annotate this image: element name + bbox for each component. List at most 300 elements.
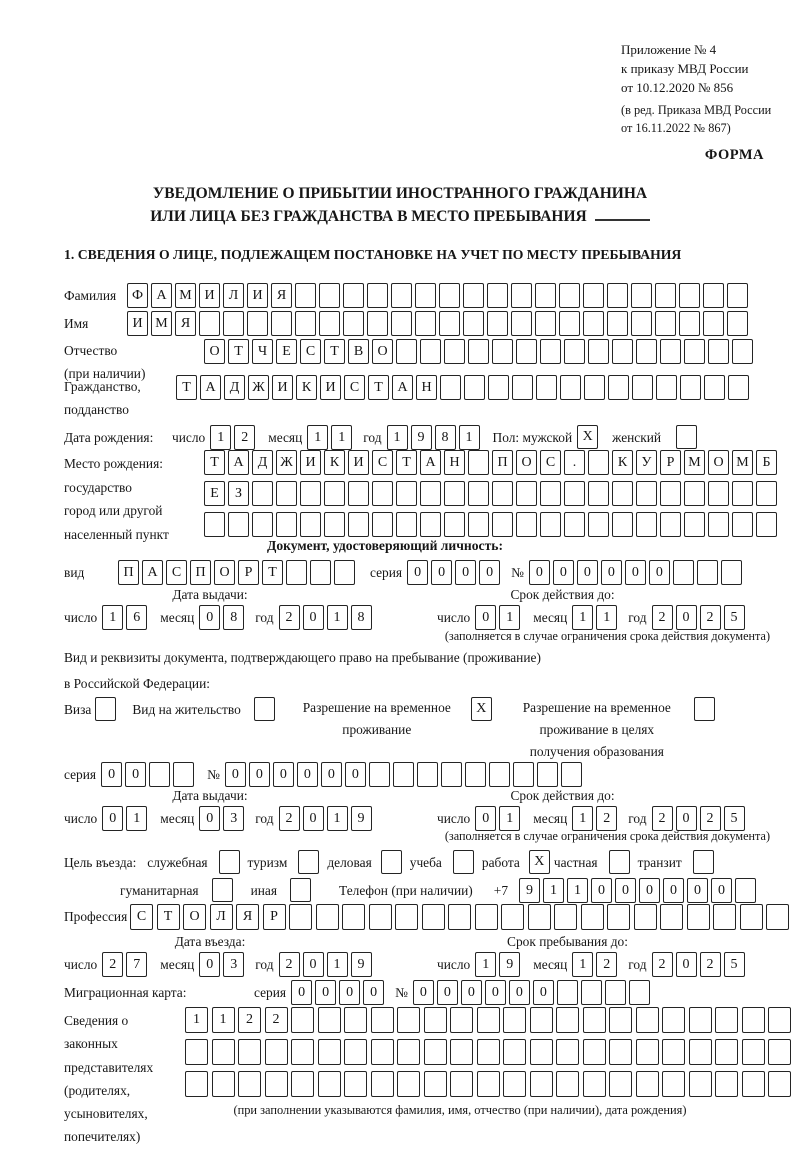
form-cell[interactable] bbox=[655, 283, 676, 308]
form-cell[interactable] bbox=[289, 904, 312, 930]
form-cell[interactable] bbox=[450, 1007, 473, 1033]
form-cell[interactable]: 9 bbox=[519, 878, 540, 903]
form-cell[interactable] bbox=[588, 450, 609, 475]
form-cell[interactable]: 1 bbox=[387, 425, 408, 450]
residence-permit-checkbox[interactable] bbox=[254, 697, 275, 721]
form-cell[interactable] bbox=[511, 283, 532, 308]
form-cell[interactable]: П bbox=[492, 450, 513, 475]
form-cell[interactable]: 1 bbox=[572, 952, 593, 977]
form-cell[interactable] bbox=[501, 904, 524, 930]
form-cell[interactable]: 0 bbox=[199, 605, 220, 630]
form-cell[interactable] bbox=[689, 1039, 712, 1065]
form-cell[interactable] bbox=[463, 311, 484, 336]
form-cell[interactable]: 0 bbox=[249, 762, 270, 787]
form-cell[interactable]: 0 bbox=[345, 762, 366, 787]
form-cell[interactable] bbox=[265, 1071, 288, 1097]
form-cell[interactable] bbox=[420, 512, 441, 537]
form-cell[interactable]: Т bbox=[157, 904, 180, 930]
form-cell[interactable] bbox=[530, 1071, 553, 1097]
form-cell[interactable] bbox=[556, 1039, 579, 1065]
form-cell[interactable]: 0 bbox=[461, 980, 482, 1005]
form-cell[interactable] bbox=[372, 512, 393, 537]
form-cell[interactable] bbox=[444, 481, 465, 506]
form-cell[interactable]: 3 bbox=[223, 806, 244, 831]
form-cell[interactable] bbox=[173, 762, 194, 787]
form-cell[interactable] bbox=[684, 512, 705, 537]
form-cell[interactable] bbox=[511, 311, 532, 336]
form-cell[interactable]: 0 bbox=[125, 762, 146, 787]
form-cell[interactable]: 0 bbox=[687, 878, 708, 903]
form-cell[interactable]: 8 bbox=[351, 605, 372, 630]
form-cell[interactable]: 0 bbox=[676, 605, 697, 630]
form-cell[interactable] bbox=[185, 1039, 208, 1065]
form-cell[interactable] bbox=[223, 311, 244, 336]
form-cell[interactable] bbox=[396, 512, 417, 537]
form-cell[interactable] bbox=[295, 311, 316, 336]
form-cell[interactable] bbox=[584, 375, 605, 400]
form-cell[interactable] bbox=[465, 762, 486, 787]
form-cell[interactable]: 0 bbox=[291, 980, 312, 1005]
form-cell[interactable] bbox=[727, 311, 748, 336]
sex-female-checkbox[interactable] bbox=[676, 425, 697, 449]
form-cell[interactable]: 0 bbox=[273, 762, 294, 787]
sex-male-checkbox[interactable]: X bbox=[577, 425, 598, 449]
form-cell[interactable] bbox=[708, 512, 729, 537]
form-cell[interactable]: С bbox=[300, 339, 321, 364]
form-cell[interactable] bbox=[607, 904, 630, 930]
form-cell[interactable] bbox=[468, 512, 489, 537]
form-cell[interactable] bbox=[334, 560, 355, 585]
form-cell[interactable]: Е bbox=[204, 481, 225, 506]
form-cell[interactable]: 9 bbox=[411, 425, 432, 450]
form-cell[interactable]: Е bbox=[276, 339, 297, 364]
form-cell[interactable] bbox=[468, 450, 489, 475]
form-cell[interactable] bbox=[583, 311, 604, 336]
form-cell[interactable] bbox=[636, 1071, 659, 1097]
purpose-opt-humanitarian-checkbox[interactable] bbox=[212, 878, 233, 902]
form-cell[interactable] bbox=[475, 904, 498, 930]
form-cell[interactable]: Р bbox=[238, 560, 259, 585]
form-cell[interactable] bbox=[556, 1007, 579, 1033]
form-cell[interactable] bbox=[715, 1071, 738, 1097]
form-cell[interactable]: К bbox=[296, 375, 317, 400]
form-cell[interactable] bbox=[318, 1039, 341, 1065]
form-cell[interactable] bbox=[742, 1039, 765, 1065]
form-cell[interactable] bbox=[631, 311, 652, 336]
form-cell[interactable]: 2 bbox=[279, 605, 300, 630]
form-cell[interactable] bbox=[655, 311, 676, 336]
form-cell[interactable] bbox=[367, 283, 388, 308]
form-cell[interactable]: И bbox=[300, 450, 321, 475]
form-cell[interactable]: 1 bbox=[331, 425, 352, 450]
form-cell[interactable] bbox=[636, 339, 657, 364]
form-cell[interactable] bbox=[721, 560, 742, 585]
form-cell[interactable]: И bbox=[247, 283, 268, 308]
form-cell[interactable]: Я bbox=[236, 904, 259, 930]
form-cell[interactable] bbox=[348, 512, 369, 537]
form-cell[interactable] bbox=[540, 339, 561, 364]
form-cell[interactable]: С bbox=[372, 450, 393, 475]
form-cell[interactable] bbox=[684, 339, 705, 364]
form-cell[interactable] bbox=[608, 375, 629, 400]
form-cell[interactable] bbox=[238, 1039, 261, 1065]
form-cell[interactable] bbox=[492, 481, 513, 506]
form-cell[interactable]: 0 bbox=[711, 878, 732, 903]
form-cell[interactable]: 2 bbox=[700, 952, 721, 977]
form-cell[interactable]: 9 bbox=[351, 806, 372, 831]
form-cell[interactable]: Ф bbox=[127, 283, 148, 308]
form-cell[interactable] bbox=[708, 339, 729, 364]
form-cell[interactable]: 0 bbox=[102, 806, 123, 831]
form-cell[interactable] bbox=[715, 1007, 738, 1033]
form-cell[interactable] bbox=[344, 1007, 367, 1033]
form-cell[interactable]: 0 bbox=[303, 605, 324, 630]
form-cell[interactable]: Т bbox=[176, 375, 197, 400]
form-cell[interactable]: Л bbox=[210, 904, 233, 930]
form-cell[interactable]: Т bbox=[262, 560, 283, 585]
form-cell[interactable]: 1 bbox=[499, 605, 520, 630]
form-cell[interactable] bbox=[535, 311, 556, 336]
form-cell[interactable] bbox=[371, 1071, 394, 1097]
form-cell[interactable] bbox=[512, 375, 533, 400]
form-cell[interactable] bbox=[528, 904, 551, 930]
form-cell[interactable] bbox=[420, 339, 441, 364]
form-cell[interactable]: 1 bbox=[572, 605, 593, 630]
form-cell[interactable] bbox=[391, 283, 412, 308]
form-cell[interactable]: И bbox=[199, 283, 220, 308]
form-cell[interactable] bbox=[450, 1071, 473, 1097]
form-cell[interactable] bbox=[537, 762, 558, 787]
purpose-opt-tourism-checkbox[interactable] bbox=[298, 850, 319, 874]
form-cell[interactable]: С bbox=[130, 904, 153, 930]
form-cell[interactable]: 0 bbox=[199, 806, 220, 831]
form-cell[interactable]: 0 bbox=[601, 560, 622, 585]
form-cell[interactable] bbox=[559, 283, 580, 308]
form-cell[interactable]: Т bbox=[368, 375, 389, 400]
form-cell[interactable]: 0 bbox=[455, 560, 476, 585]
form-cell[interactable] bbox=[503, 1071, 526, 1097]
form-cell[interactable] bbox=[540, 512, 561, 537]
form-cell[interactable]: С bbox=[540, 450, 561, 475]
form-cell[interactable]: 2 bbox=[700, 806, 721, 831]
form-cell[interactable] bbox=[768, 1071, 791, 1097]
form-cell[interactable] bbox=[632, 375, 653, 400]
purpose-opt-other-checkbox[interactable] bbox=[290, 878, 311, 902]
form-cell[interactable]: 0 bbox=[431, 560, 452, 585]
form-cell[interactable] bbox=[536, 375, 557, 400]
form-cell[interactable] bbox=[554, 904, 577, 930]
form-cell[interactable] bbox=[316, 904, 339, 930]
form-cell[interactable] bbox=[673, 560, 694, 585]
form-cell[interactable] bbox=[324, 512, 345, 537]
form-cell[interactable] bbox=[300, 512, 321, 537]
form-cell[interactable] bbox=[679, 283, 700, 308]
form-cell[interactable] bbox=[503, 1039, 526, 1065]
form-cell[interactable] bbox=[450, 1039, 473, 1065]
form-cell[interactable] bbox=[286, 560, 307, 585]
form-cell[interactable] bbox=[343, 283, 364, 308]
purpose-opt-work-checkbox[interactable]: X bbox=[529, 850, 550, 874]
form-cell[interactable]: 0 bbox=[577, 560, 598, 585]
form-cell[interactable]: П bbox=[190, 560, 211, 585]
form-cell[interactable] bbox=[607, 311, 628, 336]
form-cell[interactable] bbox=[697, 560, 718, 585]
form-cell[interactable] bbox=[247, 311, 268, 336]
form-cell[interactable] bbox=[662, 1071, 685, 1097]
form-cell[interactable]: М bbox=[175, 283, 196, 308]
form-cell[interactable] bbox=[343, 311, 364, 336]
purpose-opt-official-checkbox[interactable] bbox=[219, 850, 240, 874]
form-cell[interactable] bbox=[271, 311, 292, 336]
form-cell[interactable]: О bbox=[214, 560, 235, 585]
form-cell[interactable] bbox=[605, 980, 626, 1005]
form-cell[interactable] bbox=[252, 481, 273, 506]
form-cell[interactable] bbox=[564, 512, 585, 537]
form-cell[interactable] bbox=[530, 1007, 553, 1033]
form-cell[interactable]: 1 bbox=[499, 806, 520, 831]
form-cell[interactable] bbox=[397, 1007, 420, 1033]
form-cell[interactable]: 2 bbox=[102, 952, 123, 977]
form-cell[interactable] bbox=[444, 512, 465, 537]
form-cell[interactable] bbox=[556, 1071, 579, 1097]
form-cell[interactable] bbox=[583, 1039, 606, 1065]
form-cell[interactable] bbox=[348, 481, 369, 506]
form-cell[interactable] bbox=[689, 1071, 712, 1097]
form-cell[interactable]: 0 bbox=[199, 952, 220, 977]
form-cell[interactable]: 8 bbox=[435, 425, 456, 450]
form-cell[interactable] bbox=[477, 1039, 500, 1065]
form-cell[interactable]: 0 bbox=[479, 560, 500, 585]
form-cell[interactable] bbox=[228, 512, 249, 537]
form-cell[interactable]: Я bbox=[271, 283, 292, 308]
form-cell[interactable] bbox=[344, 1039, 367, 1065]
form-cell[interactable] bbox=[396, 481, 417, 506]
form-cell[interactable]: 5 bbox=[724, 952, 745, 977]
form-cell[interactable] bbox=[732, 512, 753, 537]
form-cell[interactable] bbox=[662, 1039, 685, 1065]
form-cell[interactable] bbox=[396, 339, 417, 364]
form-cell[interactable] bbox=[636, 1007, 659, 1033]
form-cell[interactable]: 2 bbox=[596, 952, 617, 977]
form-cell[interactable]: 2 bbox=[234, 425, 255, 450]
form-cell[interactable] bbox=[703, 283, 724, 308]
form-cell[interactable]: О bbox=[708, 450, 729, 475]
form-cell[interactable]: . bbox=[564, 450, 585, 475]
purpose-opt-private-checkbox[interactable] bbox=[609, 850, 630, 874]
form-cell[interactable] bbox=[581, 904, 604, 930]
form-cell[interactable] bbox=[561, 762, 582, 787]
form-cell[interactable] bbox=[513, 762, 534, 787]
form-cell[interactable] bbox=[417, 762, 438, 787]
form-cell[interactable] bbox=[415, 311, 436, 336]
form-cell[interactable]: 1 bbox=[212, 1007, 235, 1033]
form-cell[interactable] bbox=[444, 339, 465, 364]
form-cell[interactable]: 1 bbox=[572, 806, 593, 831]
form-cell[interactable] bbox=[660, 904, 683, 930]
form-cell[interactable] bbox=[708, 481, 729, 506]
form-cell[interactable]: Ч bbox=[252, 339, 273, 364]
form-cell[interactable]: 0 bbox=[101, 762, 122, 787]
form-cell[interactable] bbox=[530, 1039, 553, 1065]
form-cell[interactable] bbox=[212, 1071, 235, 1097]
form-cell[interactable]: Р bbox=[263, 904, 286, 930]
form-cell[interactable] bbox=[185, 1071, 208, 1097]
form-cell[interactable]: 0 bbox=[225, 762, 246, 787]
form-cell[interactable]: 1 bbox=[102, 605, 123, 630]
form-cell[interactable]: 0 bbox=[553, 560, 574, 585]
form-cell[interactable] bbox=[492, 512, 513, 537]
form-cell[interactable]: 2 bbox=[700, 605, 721, 630]
form-cell[interactable]: А bbox=[420, 450, 441, 475]
form-cell[interactable] bbox=[727, 283, 748, 308]
form-cell[interactable]: 0 bbox=[303, 806, 324, 831]
form-cell[interactable]: Ж bbox=[276, 450, 297, 475]
purpose-opt-business-checkbox[interactable] bbox=[381, 850, 402, 874]
form-cell[interactable] bbox=[516, 481, 537, 506]
form-cell[interactable] bbox=[768, 1007, 791, 1033]
form-cell[interactable] bbox=[265, 1039, 288, 1065]
form-cell[interactable]: 0 bbox=[413, 980, 434, 1005]
form-cell[interactable] bbox=[342, 904, 365, 930]
form-cell[interactable] bbox=[439, 283, 460, 308]
form-cell[interactable]: 0 bbox=[315, 980, 336, 1005]
form-cell[interactable] bbox=[149, 762, 170, 787]
form-cell[interactable] bbox=[300, 481, 321, 506]
form-cell[interactable]: Л bbox=[223, 283, 244, 308]
form-cell[interactable] bbox=[662, 1007, 685, 1033]
form-cell[interactable]: О bbox=[183, 904, 206, 930]
form-cell[interactable] bbox=[310, 560, 331, 585]
form-cell[interactable] bbox=[689, 1007, 712, 1033]
form-cell[interactable] bbox=[393, 762, 414, 787]
form-cell[interactable] bbox=[564, 481, 585, 506]
form-cell[interactable] bbox=[612, 481, 633, 506]
form-cell[interactable]: 1 bbox=[126, 806, 147, 831]
form-cell[interactable] bbox=[732, 481, 753, 506]
form-cell[interactable] bbox=[516, 512, 537, 537]
form-cell[interactable]: 2 bbox=[596, 806, 617, 831]
form-cell[interactable]: О bbox=[204, 339, 225, 364]
form-cell[interactable]: Р bbox=[660, 450, 681, 475]
form-cell[interactable] bbox=[583, 1071, 606, 1097]
form-cell[interactable] bbox=[612, 512, 633, 537]
form-cell[interactable] bbox=[441, 762, 462, 787]
form-cell[interactable]: 2 bbox=[265, 1007, 288, 1033]
form-cell[interactable] bbox=[607, 283, 628, 308]
form-cell[interactable] bbox=[420, 481, 441, 506]
form-cell[interactable]: Т bbox=[228, 339, 249, 364]
form-cell[interactable]: А bbox=[200, 375, 221, 400]
form-cell[interactable]: 0 bbox=[591, 878, 612, 903]
form-cell[interactable]: 1 bbox=[185, 1007, 208, 1033]
form-cell[interactable]: И bbox=[127, 311, 148, 336]
form-cell[interactable] bbox=[656, 375, 677, 400]
form-cell[interactable] bbox=[371, 1007, 394, 1033]
form-cell[interactable]: Т bbox=[324, 339, 345, 364]
form-cell[interactable] bbox=[371, 1039, 394, 1065]
form-cell[interactable]: 0 bbox=[676, 806, 697, 831]
form-cell[interactable] bbox=[583, 283, 604, 308]
form-cell[interactable] bbox=[766, 904, 789, 930]
form-cell[interactable]: 1 bbox=[210, 425, 231, 450]
form-cell[interactable]: 0 bbox=[363, 980, 384, 1005]
temp-residence-checkbox[interactable]: X bbox=[471, 697, 492, 721]
form-cell[interactable] bbox=[704, 375, 725, 400]
form-cell[interactable]: К bbox=[612, 450, 633, 475]
form-cell[interactable] bbox=[204, 512, 225, 537]
form-cell[interactable]: 9 bbox=[499, 952, 520, 977]
form-cell[interactable]: Я bbox=[175, 311, 196, 336]
form-cell[interactable]: В bbox=[348, 339, 369, 364]
form-cell[interactable] bbox=[477, 1071, 500, 1097]
form-cell[interactable] bbox=[199, 311, 220, 336]
form-cell[interactable]: О bbox=[516, 450, 537, 475]
purpose-opt-transit-checkbox[interactable] bbox=[693, 850, 714, 874]
form-cell[interactable]: 2 bbox=[652, 806, 673, 831]
form-cell[interactable] bbox=[581, 980, 602, 1005]
form-cell[interactable]: 5 bbox=[724, 605, 745, 630]
form-cell[interactable] bbox=[516, 339, 537, 364]
form-cell[interactable] bbox=[742, 1071, 765, 1097]
form-cell[interactable]: Ж bbox=[248, 375, 269, 400]
form-cell[interactable] bbox=[492, 339, 513, 364]
form-cell[interactable] bbox=[732, 339, 753, 364]
form-cell[interactable]: 0 bbox=[625, 560, 646, 585]
form-cell[interactable] bbox=[535, 283, 556, 308]
form-cell[interactable] bbox=[559, 311, 580, 336]
form-cell[interactable] bbox=[422, 904, 445, 930]
form-cell[interactable] bbox=[660, 339, 681, 364]
form-cell[interactable] bbox=[276, 512, 297, 537]
form-cell[interactable] bbox=[564, 339, 585, 364]
form-cell[interactable]: 2 bbox=[279, 806, 300, 831]
form-cell[interactable] bbox=[487, 311, 508, 336]
form-cell[interactable] bbox=[397, 1071, 420, 1097]
form-cell[interactable]: М bbox=[732, 450, 753, 475]
form-cell[interactable] bbox=[609, 1039, 632, 1065]
form-cell[interactable] bbox=[488, 375, 509, 400]
form-cell[interactable] bbox=[679, 311, 700, 336]
form-cell[interactable] bbox=[238, 1071, 261, 1097]
form-cell[interactable]: 0 bbox=[321, 762, 342, 787]
form-cell[interactable] bbox=[557, 980, 578, 1005]
form-cell[interactable] bbox=[468, 481, 489, 506]
form-cell[interactable] bbox=[318, 1071, 341, 1097]
form-cell[interactable]: Н bbox=[416, 375, 437, 400]
form-cell[interactable] bbox=[728, 375, 749, 400]
form-cell[interactable]: 0 bbox=[529, 560, 550, 585]
form-cell[interactable] bbox=[487, 283, 508, 308]
form-cell[interactable] bbox=[372, 481, 393, 506]
form-cell[interactable]: С bbox=[166, 560, 187, 585]
form-cell[interactable] bbox=[631, 283, 652, 308]
form-cell[interactable] bbox=[463, 283, 484, 308]
form-cell[interactable] bbox=[367, 311, 388, 336]
form-cell[interactable] bbox=[391, 311, 412, 336]
form-cell[interactable] bbox=[583, 1007, 606, 1033]
form-cell[interactable] bbox=[756, 481, 777, 506]
form-cell[interactable] bbox=[489, 762, 510, 787]
form-cell[interactable] bbox=[636, 1039, 659, 1065]
form-cell[interactable]: 1 bbox=[459, 425, 480, 450]
form-cell[interactable] bbox=[609, 1071, 632, 1097]
form-cell[interactable] bbox=[742, 1007, 765, 1033]
form-cell[interactable] bbox=[439, 311, 460, 336]
form-cell[interactable] bbox=[713, 904, 736, 930]
form-cell[interactable]: 3 bbox=[223, 952, 244, 977]
form-cell[interactable] bbox=[397, 1039, 420, 1065]
form-cell[interactable]: 1 bbox=[475, 952, 496, 977]
